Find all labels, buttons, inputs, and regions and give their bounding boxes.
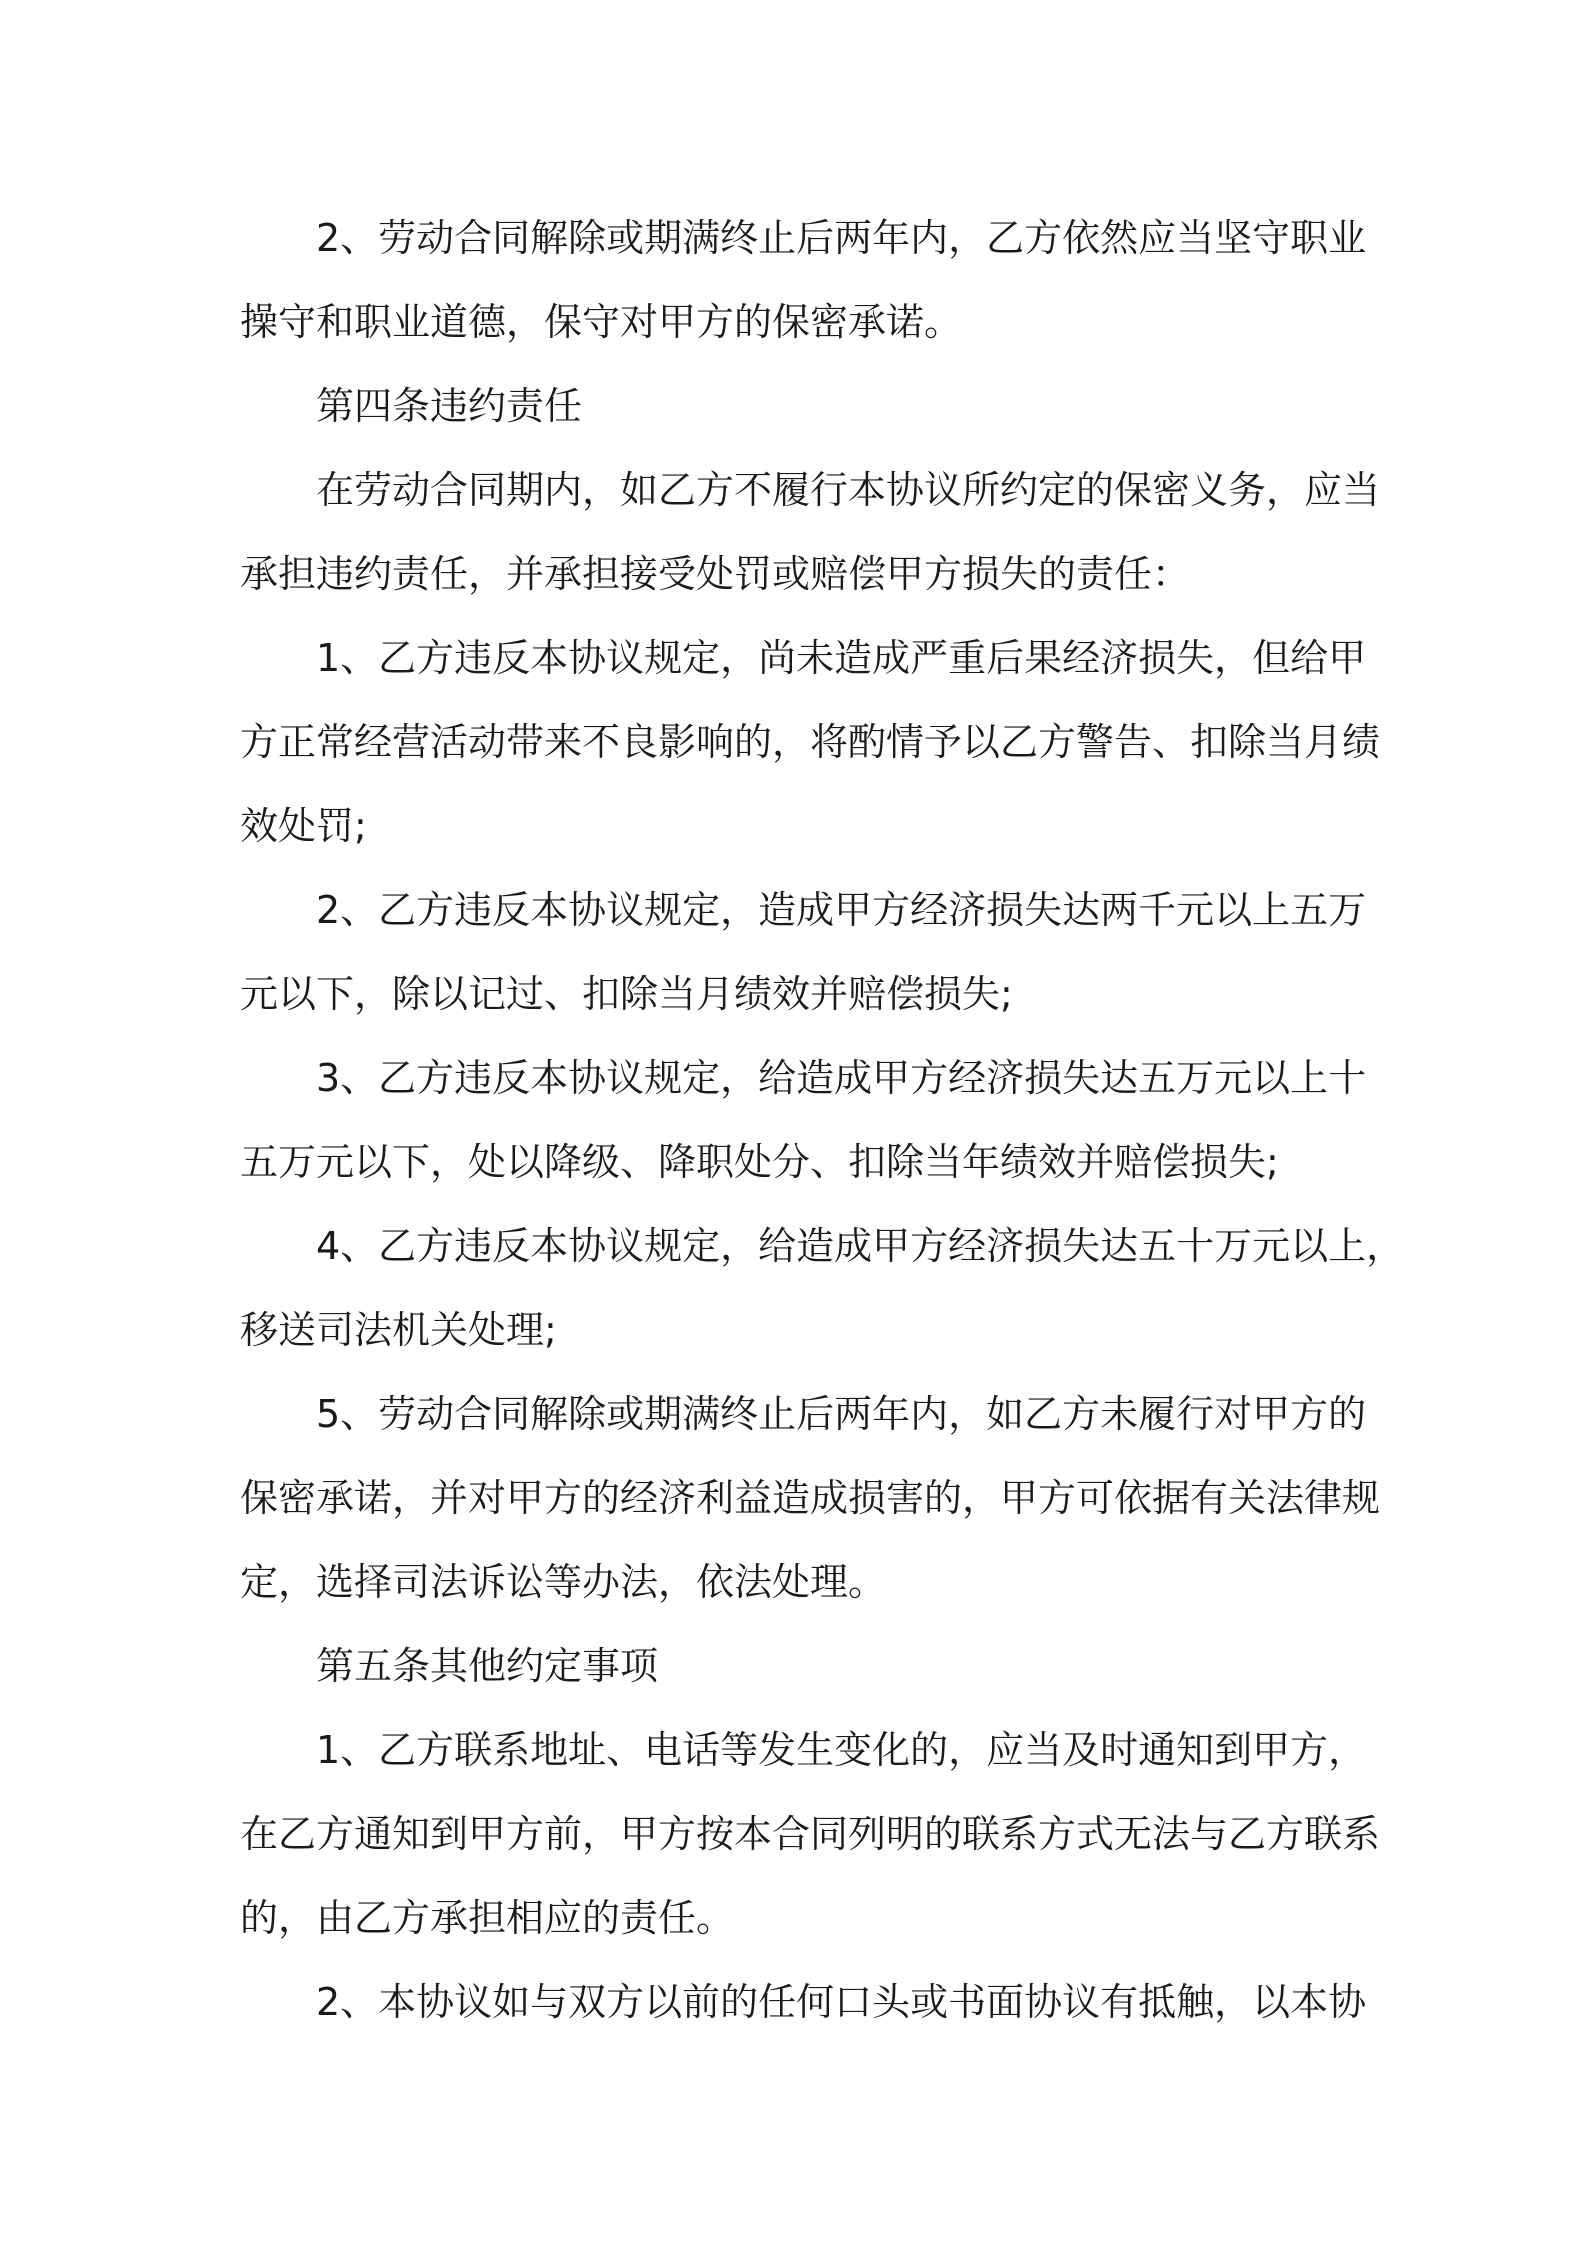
paragraph-breach-liability-intro <box>240 448 1381 616</box>
text-line: 4、乙方违反本协议规定，给造成甲方经济损失达五十万元以上， <box>316 1224 1405 1268</box>
heading-text: 第五条其他约定事项 <box>316 1644 659 1688</box>
paragraph-other-item-1 <box>240 1708 1381 1960</box>
text-line: 元以下，除以记过、扣除当月绩效并赔偿损失; <box>240 972 1013 1016</box>
text-line: 5、劳动合同解除或期满终止后两年内，如乙方未履行对甲方的 <box>316 1392 1367 1436</box>
text-line: 方正常经营活动带来不良影响的，将酌情予以乙方警告、扣除当月绩 <box>240 720 1381 764</box>
text-line: 五万元以下，处以降级、降职处分、扣除当年绩效并赔偿损失; <box>240 1140 1279 1184</box>
paragraph-penalty-item-1 <box>240 616 1381 868</box>
paragraph-confidentiality-after-termination <box>240 196 1367 364</box>
paragraph-penalty-item-3 <box>240 1036 1367 1204</box>
text-line: 2、本协议如与双方以前的任何口头或书面协议有抵触，以本协 <box>316 1980 1367 2024</box>
text-line: 在乙方通知到甲方前，甲方按本合同列明的联系方式无法与乙方联系 <box>240 1812 1381 1856</box>
text-line: 的，由乙方承担相应的责任。 <box>240 1896 735 1940</box>
text-line: 效处罚; <box>240 804 367 848</box>
text-line: 1、乙方违反本协议规定，尚未造成严重后果经济损失，但给甲 <box>316 636 1367 680</box>
text-line: 移送司法机关处理; <box>240 1308 557 1352</box>
text-line: 保密承诺，并对甲方的经济利益造成损害的，甲方可依据有关法律规 <box>240 1476 1381 1520</box>
text-line: 操守和职业道德，保守对甲方的保密承诺。 <box>240 300 963 344</box>
paragraph-other-item-2 <box>240 1960 1367 2044</box>
section-heading-article-5 <box>240 1624 1360 1708</box>
section-heading-article-4 <box>240 364 1360 448</box>
text-line: 在劳动合同期内，如乙方不履行本协议所约定的保密义务，应当 <box>316 468 1381 512</box>
heading-text: 第四条违约责任 <box>316 384 583 428</box>
text-line: 2、乙方违反本协议规定，造成甲方经济损失达两千元以上五万 <box>316 888 1367 932</box>
text-line: 2、劳动合同解除或期满终止后两年内，乙方依然应当坚守职业 <box>316 216 1367 260</box>
text-line: 承担违约责任，并承担接受处罚或赔偿甲方损失的责任： <box>240 552 1191 596</box>
text-line: 1、乙方联系地址、电话等发生变化的，应当及时通知到甲方， <box>316 1728 1367 1772</box>
paragraph-penalty-item-2 <box>240 868 1367 1036</box>
paragraph-penalty-item-5 <box>240 1372 1381 1624</box>
text-line: 3、乙方违反本协议规定，给造成甲方经济损失达五万元以上十 <box>316 1056 1367 1100</box>
paragraph-penalty-item-4 <box>240 1204 1405 1372</box>
text-line: 定，选择司法诉讼等办法，依法处理。 <box>240 1560 887 1604</box>
document-page <box>240 196 1405 2044</box>
